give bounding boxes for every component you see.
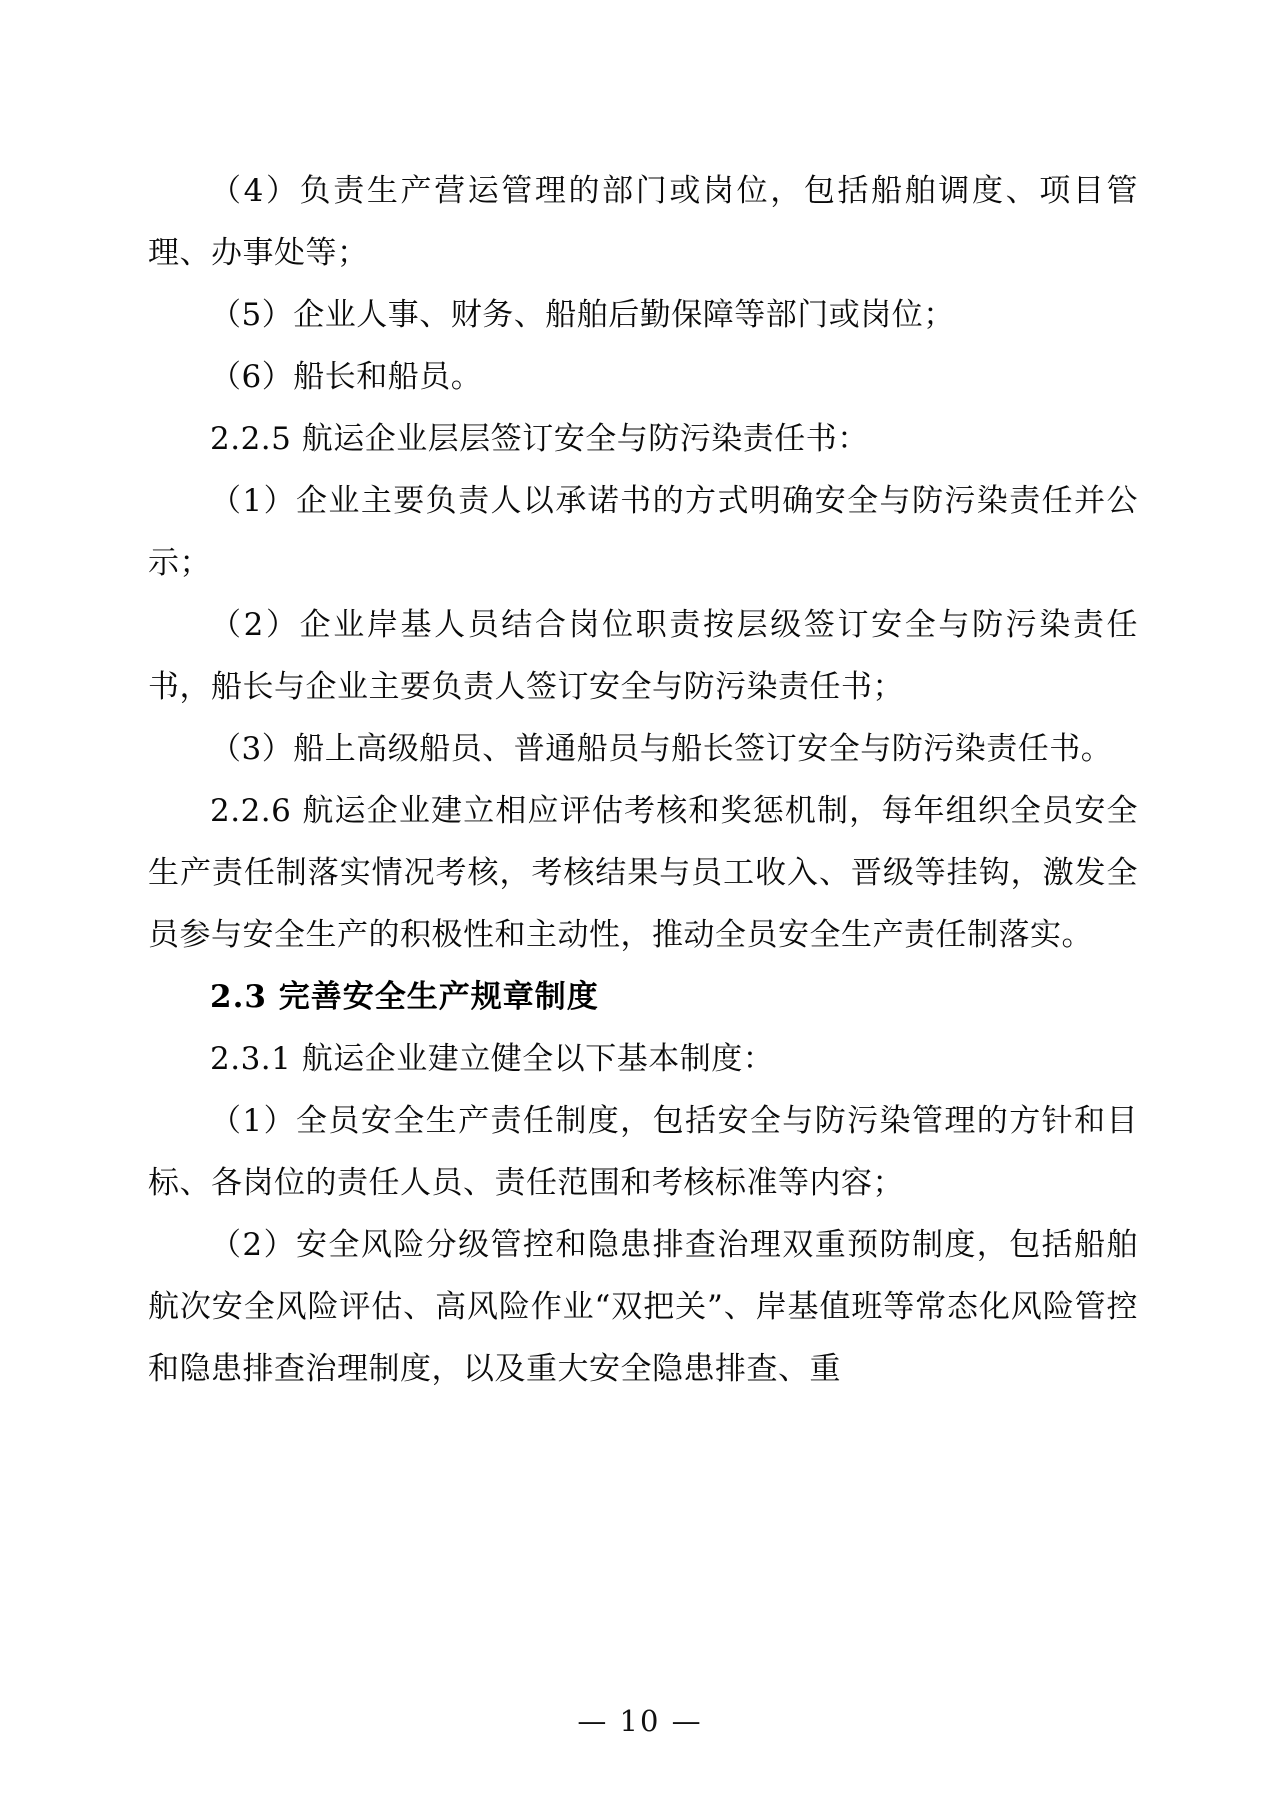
- paragraph-item-5: （5）企业人事、财务、船舶后勤保障等部门或岗位；: [210, 297, 955, 333]
- paragraph-clause-2-3-1-item-2: （2）安全风险分级管控和隐患排查治理双重预防制度，包括船舶航次安全风险评估、高风险作业“双把关”、岸基值班等常态化风险管控和隐患排查治理制度，以及重大安全隐患排查、重: [148, 1227, 1138, 1387]
- paragraph-clause-2-2-5-item-1: （1）企业主要负责人以承诺书的方式明确安全与防污染责任并公示；: [148, 483, 1138, 581]
- page-number: — 10 —: [577, 1704, 703, 1738]
- section-heading-2-3: 2.3 完善安全生产规章制度: [210, 979, 599, 1015]
- paragraph-clause-2-2-5-item-2: （2）企业岸基人员结合岗位职责按层级签订安全与防污染责任书，船长与企业主要负责人签订安全与防污染责任书；: [148, 607, 1138, 705]
- paragraph-clause-2-3-1: 2.3.1 航运企业建立健全以下基本制度：: [210, 1041, 775, 1077]
- paragraph-item-6: （6）船长和船员。: [210, 359, 483, 395]
- document-body: [148, 160, 1138, 1400]
- paragraph-clause-2-3-1-item-1: （1）全员安全生产责任制度，包括安全与防污染管理的方针和目标、各岗位的责任人员、责任范围和考核标准等内容；: [148, 1103, 1138, 1201]
- paragraph-item-4: （4）负责生产营运管理的部门或岗位，包括船舶调度、项目管理、办事处等；: [148, 173, 1138, 271]
- paragraph-clause-2-2-5-item-3: （3）船上高级船员、普通船员与船长签订安全与防污染责任书。: [210, 731, 1113, 767]
- paragraph-clause-2-2-6: 2.2.6 航运企业建立相应评估考核和奖惩机制，每年组织全员安全生产责任制落实情况考核，考核结果与员工收入、晋级等挂钩，激发全员参与安全生产的积极性和主动性，推动全员安全生产责任制落实。: [148, 793, 1138, 953]
- page-footer: [0, 1704, 1280, 1738]
- paragraph-clause-2-2-5: 2.2.5 航运企业层层签订安全与防污染责任书：: [210, 421, 869, 457]
